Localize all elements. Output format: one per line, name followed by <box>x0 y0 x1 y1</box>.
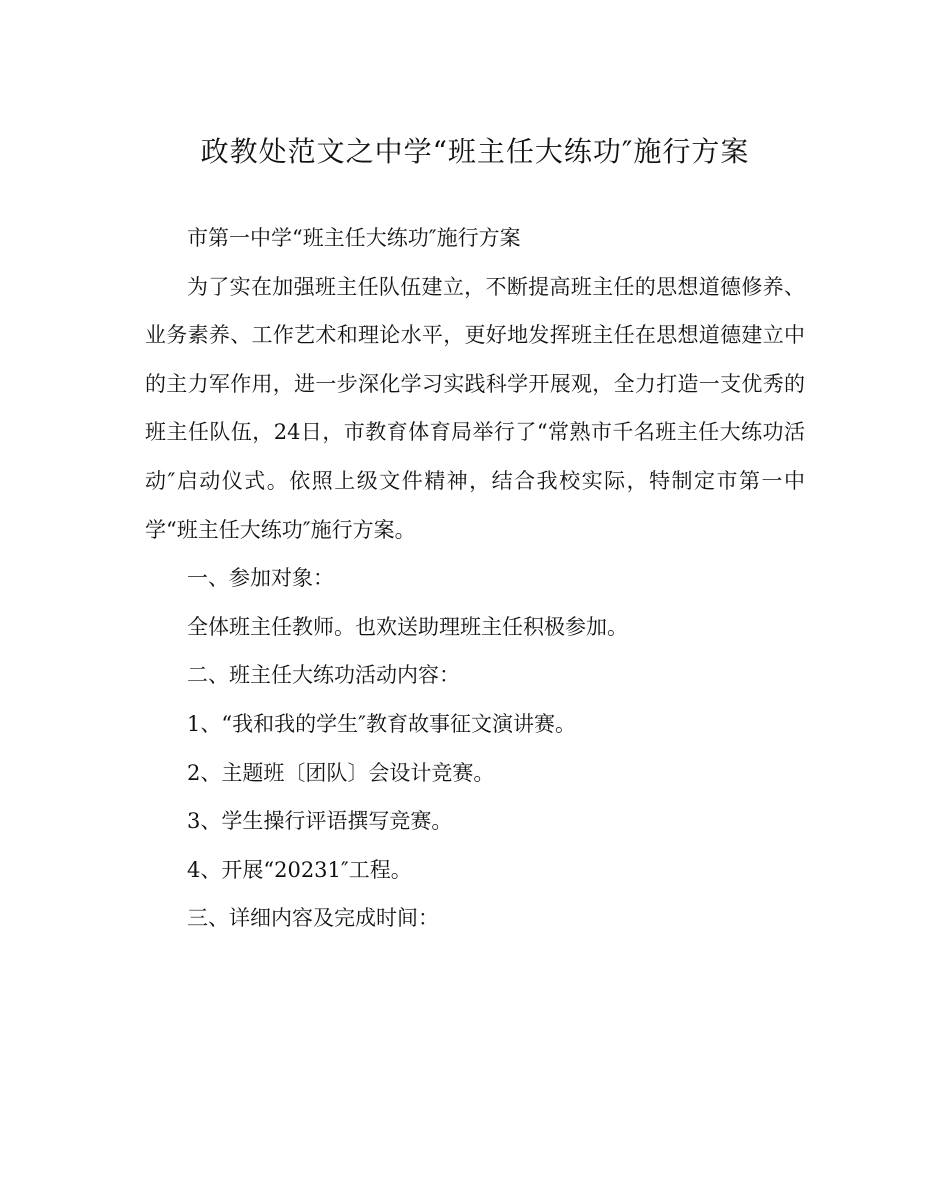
document-body <box>145 214 805 943</box>
list-item: 2、主题班〔团队〕会设计竞赛。 <box>187 760 495 785</box>
intro-paragraph: 为了实在加强班主任队伍建立，不断提高班主任的思想道德修养、业务素养、工作艺术和理论水平，更好地发挥班主任在思想道德建立中的主力军作用，进一步深化学习实践科学开展观，全力打造一支优秀的班主任队伍，24日，市教育体育局举行了“常熟市千名班主任大练功活动″启动仪式。依照上级文件精神，结合我校实际，特制定市第一中学“班主任大练功″施行方案。 <box>145 274 805 542</box>
section-heading-content: 二、班主任大练功活动内容： <box>187 663 460 688</box>
section-heading-participants: 一、参加对象： <box>187 566 334 591</box>
document-title: 政教处范文之中学“班主任大练功″施行方案 <box>200 135 750 168</box>
list-item: 1、“我和我的学生″教育故事征文演讲赛。 <box>187 711 576 736</box>
list-item: 4、开展“20231″工程。 <box>187 857 412 882</box>
section-heading-details: 三、详细内容及完成时间： <box>187 906 439 931</box>
participants-paragraph: 全体班主任教师。也欢送助理班主任积极参加。 <box>187 614 628 639</box>
list-item: 3、学生操行评语撰写竞赛。 <box>187 809 453 834</box>
subtitle-paragraph: 市第一中学“班主任大练功″施行方案 <box>187 226 521 250</box>
